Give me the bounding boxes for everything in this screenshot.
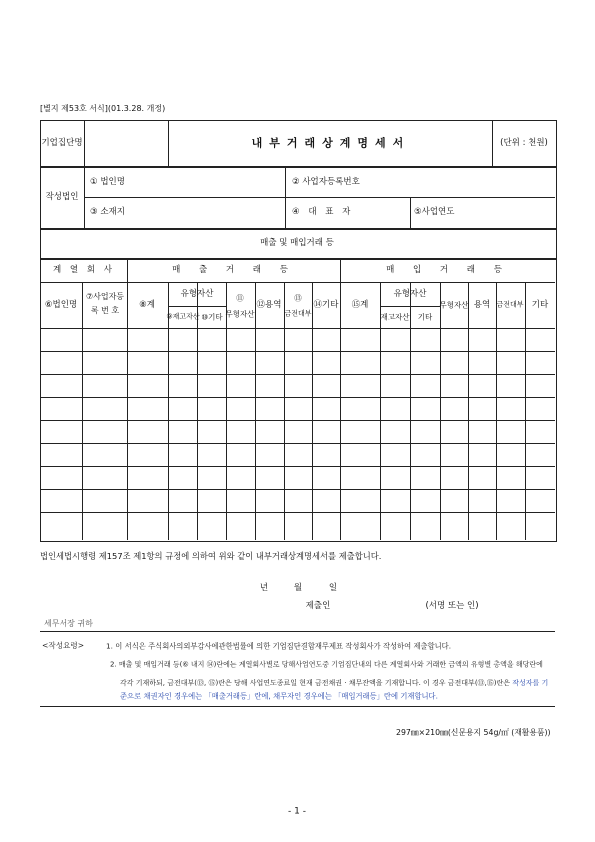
col-purchase-misc: 기타 bbox=[531, 299, 549, 310]
col-biz-no: ⑦사업자등록 번 호 bbox=[85, 292, 125, 315]
col-purchase-loan: 금전대부 bbox=[496, 300, 524, 309]
biz-no-field[interactable] bbox=[380, 169, 550, 194]
biz-no-label: ② 사업자등록번호 bbox=[292, 176, 360, 187]
unit-label: (단위 : 천원) bbox=[500, 137, 548, 148]
purchase-header: 매 입 거 래 등 bbox=[386, 264, 510, 275]
note-2-line-1: 2. 매출 및 매입거래 등(⑥ 내지 ⑭)란에는 계열회사별로 당해사업연도중 기업집단내의 다른 계열회사와 거래한 금액의 유형별 총액을 해당란에 bbox=[110, 660, 543, 669]
group-name-label: 기업집단명 bbox=[41, 137, 83, 148]
col-purchase-service: 용역 bbox=[473, 299, 491, 310]
corp-name-field[interactable] bbox=[140, 169, 280, 194]
col-sales-loan: 금전대부 bbox=[284, 309, 312, 318]
sales-header: 매 출 거 래 등 bbox=[172, 264, 296, 275]
col-sales-total: ⑧계 bbox=[139, 299, 155, 310]
col-purchase-inventory: 재고자산 bbox=[380, 312, 410, 322]
address-field[interactable] bbox=[140, 200, 280, 225]
paper-spec: 297㎜×210㎜(신문용지 54g/㎡ (재활용품)) bbox=[396, 728, 551, 738]
table-body-rows[interactable] bbox=[41, 329, 554, 539]
corp-name-label: ① 법인명 bbox=[90, 176, 125, 187]
col-sales-other-tangible: ⑩기타 bbox=[201, 312, 223, 322]
col-purchase-tangible: 유형자산 bbox=[393, 288, 427, 299]
col-corp-name: ⑥법인명 bbox=[44, 299, 78, 310]
fiscal-year-label: ⑤사업연도 bbox=[414, 206, 455, 217]
col-purchase-total: ⑮계 bbox=[351, 299, 369, 310]
col-sales-inventory: ⑨재고자산 bbox=[166, 312, 200, 321]
col-loan-num: ⑬ bbox=[294, 293, 302, 303]
col-purchase-intangible: 무형자산 bbox=[439, 300, 469, 310]
col-sales-intangible: 무형자산 bbox=[225, 309, 255, 319]
submission-statement: 법인세법시행령 제157조 제1항의 규정에 의하여 위와 같이 내부거래상계명세서를 제출합니다. bbox=[40, 550, 382, 561]
page-number: - 1 - bbox=[288, 806, 306, 817]
col-sales-misc: ⑭기타 bbox=[313, 299, 339, 310]
date-year-label: 년 bbox=[259, 582, 269, 593]
note-2-line-3: 준으로 채권자인 경우에는 「매출거래등」란에, 채무자인 경우에는 「매입거래등」란에 기재합니다. bbox=[120, 691, 438, 701]
page-title: 내부거래상계명세서 bbox=[251, 136, 411, 150]
note-2-line-2: 각각 기재하되, 금전대부(⑬, ⑮)란은 당해 사업연도종료일 현재 금전채권 · 채무잔액을 기재합니다. 이 경우 금전대부(⑬,⑮)란은 작성자를 기 bbox=[120, 679, 549, 687]
col-purchase-other: 기타 bbox=[417, 312, 433, 322]
representative-field[interactable] bbox=[370, 200, 406, 225]
form-reference: [별지 제53호 서식](01.3.28. 개정) bbox=[40, 104, 166, 113]
col-sales-service: ⑫용역 bbox=[256, 299, 282, 310]
submitter-field[interactable] bbox=[340, 598, 410, 614]
note-1: 1. 이 서식은 주식회사의외부감사에관한법률에 의한 기업집단결합재무제표 작성회사가 작성하여 제출합니다. bbox=[106, 641, 452, 651]
affiliate-header: 계 열 회 사 bbox=[53, 264, 115, 275]
fiscal-year-field[interactable] bbox=[465, 200, 551, 225]
col-intangible-num: ⑪ bbox=[236, 293, 244, 303]
date-month-label: 월 bbox=[293, 582, 303, 593]
section-title: 매출 및 매입거래 등 bbox=[260, 237, 334, 248]
date-day-label: 일 bbox=[328, 582, 338, 593]
signature-label: (서명 또는 인) bbox=[425, 600, 479, 611]
representative-label: ④ 대 표 자 bbox=[292, 206, 354, 217]
notes-label: <작성요령> bbox=[42, 641, 85, 651]
submitter-label: 제출인 bbox=[305, 600, 331, 611]
address-label: ③ 소재지 bbox=[90, 206, 125, 217]
group-name-field[interactable] bbox=[126, 124, 166, 162]
tax-office-label: 세무서장 귀하 bbox=[44, 619, 93, 628]
corp-label: 작성법인 bbox=[45, 191, 79, 202]
col-sales-tangible: 유형자산 bbox=[180, 288, 214, 299]
